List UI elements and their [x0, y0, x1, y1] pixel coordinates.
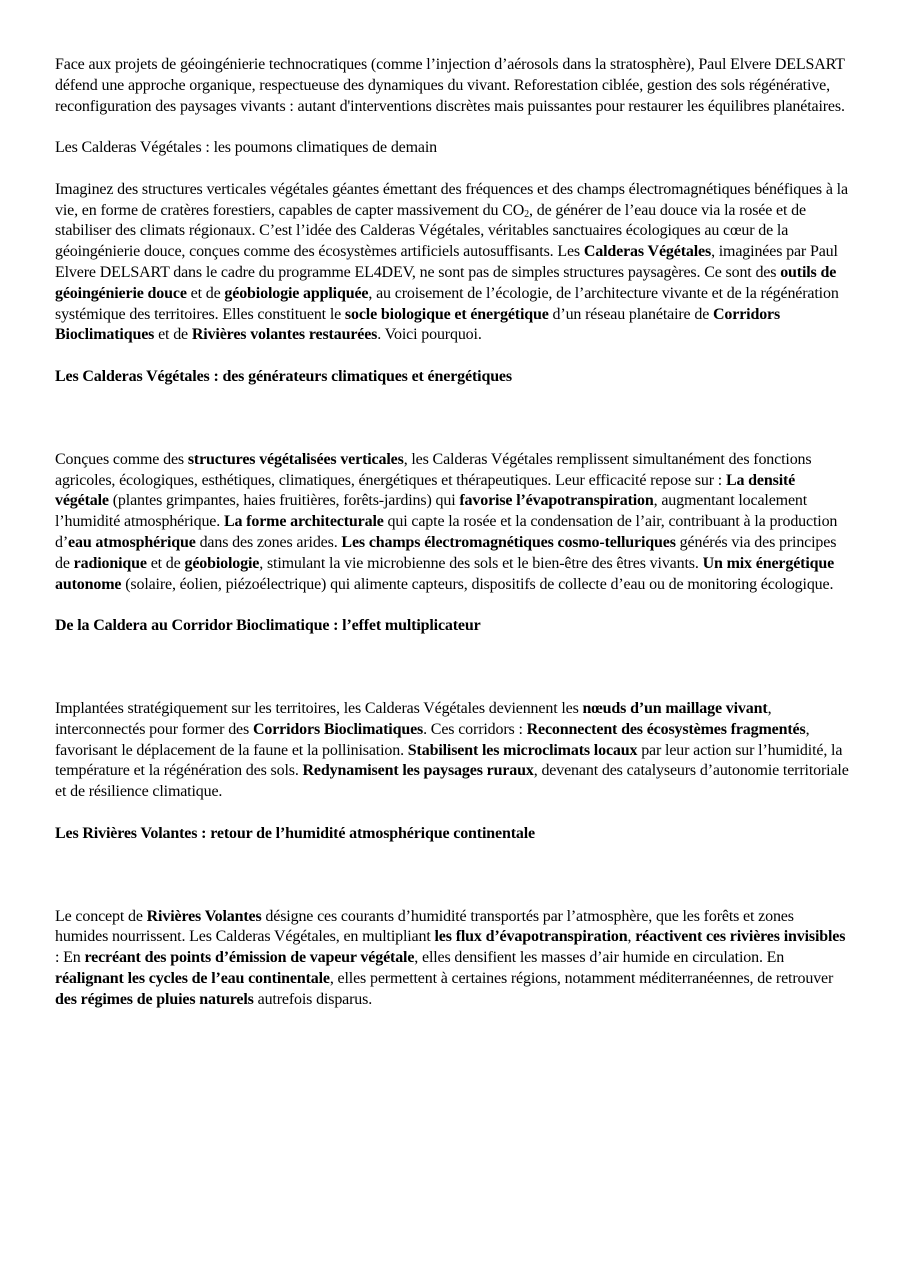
bold-run: Corridors Bioclimatiques — [252, 720, 424, 738]
bold-run: géobiologie — [184, 554, 260, 572]
text-run: , favorisant le déplacement de la faune et la pollinisation. — [55, 720, 810, 759]
bold-run: des régimes de pluies naturels — [55, 990, 254, 1008]
bold-run: géobiologie appliquée — [224, 284, 369, 302]
section-heading-flying-rivers — [55, 824, 850, 845]
text-run: Le concept de — [55, 907, 147, 925]
text-run: , devenant des catalyseurs d’autonomie territoriale et de résilience climatique. — [55, 762, 849, 801]
document-page — [55, 55, 850, 1010]
bold-run: structures végétalisées verticales — [187, 450, 404, 468]
text-run: et de — [186, 284, 225, 302]
text-run: , — [627, 928, 636, 946]
paragraph-generators — [55, 450, 850, 596]
bold-run: Les champs électromagnétiques cosmo-telluriques — [341, 533, 676, 551]
bold-run: radionique — [73, 554, 147, 572]
text-run: et de — [146, 554, 185, 572]
document-subtitle: Les Calderas Végétales : les poumons climatiques de demain — [55, 139, 438, 157]
text-run: qui capte la rosée et la condensation de l’air, contribuant à la production d’ — [55, 513, 838, 551]
text-run: . Ces corridors : — [423, 720, 527, 738]
text-run: , de générer de l’eau douce via la rosée et de stabiliser des climats régionaux. C’est l’idée des Calderas Végétales, véritables sanctuaires écologiques au cœur de la géoingénierie douce, conçues comme des écosystèmes artificiels autosuffisants. Les — [55, 201, 806, 261]
text-run: , les Calderas Végétales remplissent simultanément des fonctions agricoles, écologiques, esthétiques, climatiques, énergétiques et thérapeutiques. Leur efficacité repose sur : — [55, 450, 812, 489]
heading-text: Les Calderas Végétales : des générateurs climatiques et énergétiques — [55, 367, 512, 385]
text-run: , elles densifient les masses d’air humide en circulation. En — [414, 949, 785, 967]
bold-run: outils de géoingénierie douce — [55, 263, 837, 302]
bold-run: La densité végétale — [55, 471, 796, 510]
bold-run: Redynamisent les paysages ruraux — [302, 762, 534, 780]
text-run: , elles permettent à certaines régions, notamment méditerranéennes, de retrouver — [329, 969, 834, 987]
text-run: , augmentant localement l’humidité atmosphérique. — [55, 492, 808, 531]
heading-text: De la Caldera au Corridor Bioclimatique : l’effet multiplicateur — [55, 617, 481, 635]
text-run: . Voici pourquoi. — [377, 326, 482, 344]
text-run: (solaire, éolien, piézoélectrique) qui alimente capteurs, dispositifs de collecte d’eau ou de monitoring écologique. — [121, 575, 834, 593]
bold-run: Reconnectent des écosystèmes fragmentés — [526, 720, 806, 738]
text-run: , imaginées par Paul Elvere DELSART dans le cadre du programme EL4DEV, ne sont pas de simples structures paysagères. Ce sont des — [55, 243, 838, 281]
section-heading-generators — [55, 367, 850, 388]
text-run: Imaginez des structures verticales végétales géantes émettant des fréquences et des champs électromagnétiques bénéfiques à la vie, en forme de cratères forestiers, capables de capter massivement du CO — [55, 180, 848, 219]
heading-text: Les Rivières Volantes : retour de l’humidité atmosphérique continentale — [55, 824, 536, 842]
text-run: par leur action sur l’humidité, la température et la régénération des sols. — [55, 741, 843, 780]
paragraph-corridor — [55, 699, 850, 803]
bold-run: socle biologique et énergétique — [344, 305, 549, 323]
bold-run: réactivent ces rivières invisibles — [635, 928, 846, 946]
bold-run: Un mix énergétique autonome — [55, 554, 835, 593]
bold-run: recréant des points d’émission de vapeur végétale — [84, 949, 415, 967]
bold-run: favorise l’évapotranspiration — [459, 492, 654, 510]
bold-run: Corridors Bioclimatiques — [55, 305, 781, 344]
bold-run: Rivières Volantes — [146, 907, 262, 925]
bold-run: Calderas Végétales — [583, 243, 712, 261]
bold-run: Stabilisent les microclimats locaux — [407, 741, 638, 759]
text-run: (plantes grimpantes, haies fruitières, forêts-jardins) qui — [108, 492, 460, 510]
text-run: autrefois disparus. — [253, 990, 373, 1008]
text-run: dans des zones arides. — [195, 533, 342, 551]
bold-run: Rivières volantes restaurées — [191, 326, 378, 344]
bold-run: eau atmosphérique — [68, 533, 196, 551]
bold-run: nœuds d’un maillage vivant — [582, 699, 768, 717]
paragraph-calderas-intro — [55, 180, 850, 346]
bold-run: les flux d’évapotranspiration — [434, 928, 628, 946]
text-run: désigne ces courants d’humidité transportés par l’atmosphère, que les forêts et zones humides nourrissent. Les Calderas Végétales, en multipliant — [55, 907, 794, 946]
text-run: , au croisement de l’écologie, de l’architecture vivante et de la régénération systémique des territoires. Elles constituent le — [55, 284, 839, 323]
text-run: d’un réseau planétaire de — [548, 305, 713, 323]
text-run: Implantées stratégiquement sur les territoires, les Calderas Végétales deviennent les — [55, 699, 583, 717]
text-run: : En — [55, 949, 85, 967]
text-run: , stimulant la vie microbienne des sols et le bien-être des êtres vivants. — [259, 554, 703, 572]
section-heading-corridor — [55, 616, 850, 637]
subscript: 2 — [524, 208, 530, 220]
text-run: Conçues comme des — [55, 450, 188, 468]
bold-run: La forme architecturale — [223, 513, 384, 531]
intro-paragraph: Face aux projets de géoingénierie technocratiques (comme l’injection d’aérosols dans la stratosphère), Paul Elvere DELSART défend une approche organique, respectueuse des dynamiques du vivant. Reforestation ciblée, gestion des sols régénérative, reconfiguration des paysages vivants : autant d'interventions discrètes mais puissantes pour restaurer les équilibres planétaires. — [55, 56, 845, 115]
bold-run: réalignant les cycles de l’eau continentale — [55, 969, 330, 987]
text-run: et de — [154, 326, 192, 344]
paragraph-flying-rivers — [55, 907, 850, 1011]
text-run: générés via des principes de — [55, 533, 837, 572]
text-run: , interconnectés pour former des — [55, 699, 772, 738]
